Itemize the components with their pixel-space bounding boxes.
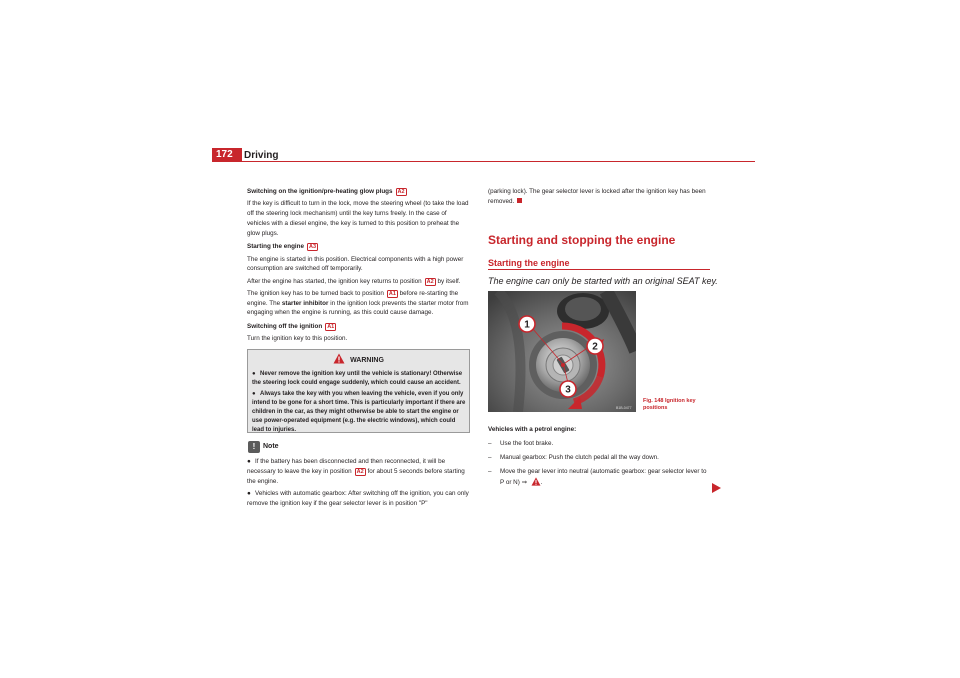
after-start-text [247, 277, 470, 287]
turned-back-pre: The ignition key has to be turned back to position [247, 289, 384, 297]
next-page-arrow-icon[interactable] [712, 480, 721, 498]
bullet-icon: ● [252, 371, 256, 377]
dash-marker: – [488, 440, 492, 448]
header-rule [212, 161, 755, 162]
chapter-title: Driving [244, 150, 279, 161]
note-icon: ! [248, 441, 260, 453]
position-ref-badge: A2 [397, 189, 405, 195]
page-number: 172 [212, 148, 242, 162]
position-ref-badge: A2 [356, 468, 364, 475]
figure-caption [643, 398, 713, 413]
intro-text: The engine can only be started with an original SEAT key. [488, 276, 718, 286]
figure-code: B1B-0477 [616, 406, 632, 410]
turned-back-mid: before re-starting the engine. The [247, 289, 459, 307]
note-header [248, 441, 279, 453]
off-heading: Switching off the ignition [247, 323, 323, 330]
list-item-text: Move the gear lever into neutral (automatic gearbox: gear selector lever to P or N) ⇒ [500, 468, 707, 487]
glow-text: If the key is difficult to turn in the lock, move the steering wheel (to take the load off the steering lock mechanism) until the key turns freely. In the case of vehicles with a diesel engine, the key is turned to this position to preheat the glow plugs. [247, 200, 469, 237]
note-item-text: Vehicles with automatic gearbox: After switching off the ignition, you can only remove the ignition key if the gear selector lever is in position "P" [247, 489, 469, 507]
figure-caption-line: Fig. 148 Ignition key [643, 398, 696, 404]
figure-marker-3: 3 [565, 384, 571, 396]
after-start-post: by itself. [437, 277, 461, 285]
position-ref-badge: A1 [388, 290, 396, 297]
subsection-title: Starting the engine [488, 258, 570, 268]
warning-triangle-icon[interactable] [531, 477, 541, 490]
note-body [247, 457, 470, 511]
turned-back-post: in the ignition lock prevents the starter motor from engaging when the engine is running, as this could cause damage. [247, 299, 469, 317]
warning-header [248, 353, 469, 366]
starter-inhibitor-term: starter inhibitor [281, 299, 329, 307]
warning-item [252, 390, 468, 435]
left-column [247, 187, 470, 347]
figure-marker-2: 2 [592, 341, 598, 353]
petrol-section [488, 425, 710, 494]
bullet-icon: ● [247, 458, 251, 465]
warning-body [252, 370, 468, 435]
ignition-lock-illustration [488, 291, 636, 412]
bullet-icon: ● [247, 489, 251, 497]
warning-item-text: Never remove the ignition key until the vehicle is stationary! Otherwise the steering lock could engage suddenly, which could cause an accident. [252, 371, 463, 386]
after-start-pre: After the engine has started, the ignition key returns to position [247, 277, 422, 285]
warning-title: WARNING [350, 357, 384, 364]
figure-marker-1: 1 [524, 319, 530, 331]
glow-heading: Switching on the ignition/pre-heating glow plugs [247, 188, 393, 195]
starting-text: The engine is started in this position. Electrical components with a high power consumption are switched off temporarily. [247, 255, 464, 273]
ignition-key-figure [488, 291, 636, 412]
off-text: Turn the ignition key to this position. [247, 335, 348, 343]
list-item [488, 439, 710, 449]
list-item [488, 453, 710, 463]
warning-item [252, 370, 468, 388]
note-title: Note [263, 443, 279, 450]
bullet-icon: ● [252, 391, 256, 397]
note-item-text: for about 5 seconds before starting the engine. [247, 467, 465, 485]
starting-heading: Starting the engine [247, 243, 305, 251]
warning-item-text: Always take the key with you when leaving the vehicle, even if you only intend to be gone for a short time. This is particularly important if there are children in the car, as they might otherwise be able to start the engine or use power-operated equipment (e.g. the electric windows), which could lead to injuries. [252, 391, 466, 433]
figure-caption-line: positions [643, 405, 668, 412]
subsection-rule [488, 269, 710, 270]
note-item [247, 457, 470, 486]
continuation-text [488, 187, 710, 207]
position-ref-badge: A3 [309, 244, 317, 251]
list-item-period: . [540, 479, 543, 487]
dash-marker: – [488, 468, 492, 476]
end-marker-icon [517, 198, 522, 203]
section-title: Starting and stopping the engine [488, 233, 676, 247]
continuation-text-body: (parking lock). The gear selector lever is locked after the ignition key has been removed. [488, 188, 706, 205]
list-item [488, 467, 710, 490]
position-ref-badge: A2 [426, 278, 434, 285]
note-item-text: If the battery has been disconnected and then reconnected, it will be necessary to leave the key in position [247, 458, 446, 475]
list-item-text: Use the foot brake. [500, 440, 554, 448]
petrol-heading: Vehicles with a petrol engine: [488, 426, 577, 433]
position-ref-badge: A1 [327, 324, 335, 330]
warning-box [247, 349, 470, 433]
dash-marker: – [488, 454, 492, 462]
warning-triangle-icon [333, 353, 345, 366]
note-item [247, 489, 470, 509]
list-item-text: Manual gearbox: Push the clutch pedal all the way down. [500, 454, 659, 462]
turned-back-text [247, 289, 470, 318]
